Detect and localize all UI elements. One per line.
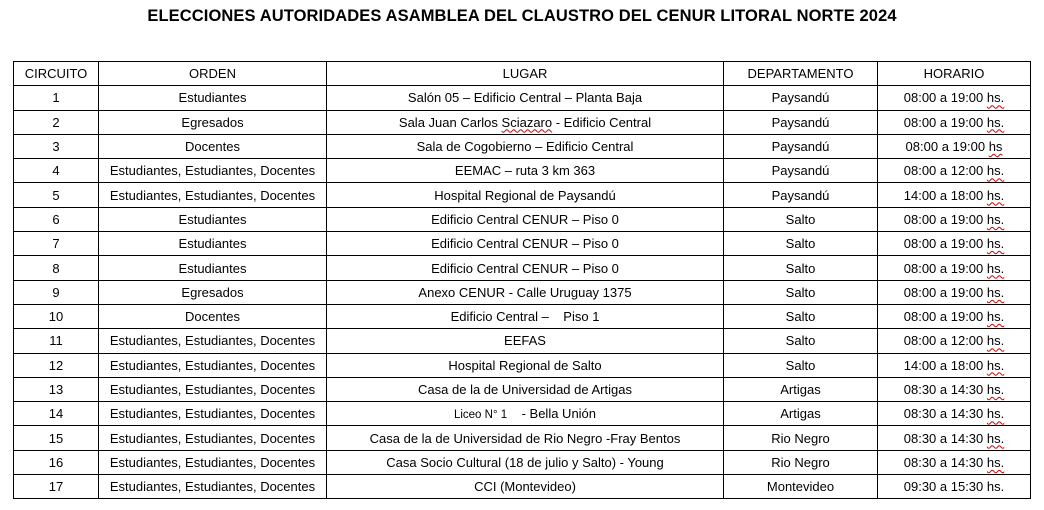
table-row <box>14 304 1031 328</box>
lugar-text-a: Edificio Central – <box>450 309 549 325</box>
lugar-cell <box>327 402 724 426</box>
table-row <box>14 110 1031 134</box>
lugar-cell: Hospital Regional de Salto <box>327 353 724 377</box>
orden-cell: Estudiantes, Estudiantes, Docentes <box>99 353 327 377</box>
horario-time: 08:00 a 19:00 <box>903 90 984 106</box>
circuito-cell: 11 <box>14 329 99 353</box>
circuito-cell: 2 <box>14 110 99 134</box>
lugar-cell: Edificio Central CENUR – Piso 0 <box>327 256 724 280</box>
departamento-cell: Paysandú <box>724 86 878 110</box>
table-row <box>14 134 1031 158</box>
horario-cell <box>878 232 1031 256</box>
horario-cell <box>878 280 1031 304</box>
table-row <box>14 256 1031 280</box>
departamento-cell: Artigas <box>724 402 878 426</box>
horario-unit: hs. <box>986 430 1005 446</box>
horario-time: 14:00 a 18:00 <box>903 357 984 373</box>
circuito-cell: 9 <box>14 280 99 304</box>
horario-cell <box>878 134 1031 158</box>
horario-unit: hs. <box>986 187 1005 203</box>
departamento-cell: Rio Negro <box>724 426 878 450</box>
circuito-cell: 10 <box>14 304 99 328</box>
lugar-cell: Anexo CENUR - Calle Uruguay 1375 <box>327 280 724 304</box>
horario-cell <box>878 450 1031 474</box>
header-circuito: CIRCUITO <box>14 62 99 86</box>
horario-cell <box>878 159 1031 183</box>
orden-cell: Estudiantes <box>99 256 327 280</box>
orden-cell: Estudiantes, Estudiantes, Docentes <box>99 329 327 353</box>
departamento-cell: Salto <box>724 280 878 304</box>
departamento-cell: Rio Negro <box>724 450 878 474</box>
horario-cell <box>878 304 1031 328</box>
departamento-cell: Paysandú <box>724 134 878 158</box>
departamento-cell: Montevideo <box>724 475 878 499</box>
horario-unit: hs. <box>986 406 1005 422</box>
table-row <box>14 280 1031 304</box>
horario-unit: hs. <box>986 382 1005 397</box>
horario-time: 09:30 a 15:30 <box>903 479 984 495</box>
orden-cell: Egresados <box>99 280 327 304</box>
horario-cell <box>878 183 1031 207</box>
orden-cell: Estudiantes, Estudiantes, Docentes <box>99 426 327 450</box>
horario-time: 08:00 a 19:00 <box>905 139 986 155</box>
horario-unit: hs. <box>986 236 1005 252</box>
circuito-cell: 15 <box>14 426 99 450</box>
lugar-cell: Edificio Central CENUR – Piso 0 <box>327 232 724 256</box>
departamento-cell: Paysandú <box>724 183 878 207</box>
table-row <box>14 402 1031 426</box>
departamento-cell: Salto <box>724 207 878 231</box>
circuito-cell: 8 <box>14 256 99 280</box>
circuito-cell: 5 <box>14 183 99 207</box>
table-row <box>14 86 1031 110</box>
horario-unit: hs. <box>986 284 1005 300</box>
orden-cell: Estudiantes, Estudiantes, Docentes <box>99 159 327 183</box>
circuito-cell: 6 <box>14 207 99 231</box>
departamento-cell: Salto <box>724 304 878 328</box>
horario-unit: hs. <box>986 163 1005 179</box>
table-row <box>14 232 1031 256</box>
header-departamento: DEPARTAMENTO <box>724 62 878 86</box>
document-title: ELECCIONES AUTORIDADES ASAMBLEA DEL CLAUSTRO DEL CENUR LITORAL NORTE 2024 <box>147 7 897 25</box>
horario-time: 08:30 a 14:30 <box>903 430 984 446</box>
lugar-text-pre: Sala Juan Carlos <box>398 114 502 130</box>
orden-cell: Estudiantes, Estudiantes, Docentes <box>99 183 327 207</box>
orden-cell: Egresados <box>99 110 327 134</box>
departamento-cell: Salto <box>724 256 878 280</box>
orden-cell: Estudiantes <box>99 86 327 110</box>
horario-cell <box>878 426 1031 450</box>
circuito-cell: 4 <box>14 159 99 183</box>
horario-time: 08:00 a 19:00 <box>903 260 984 276</box>
lugar-cell: EEFAS <box>327 329 724 353</box>
lugar-cell: Edificio Central CENUR – Piso 0 <box>327 207 724 231</box>
horario-cell <box>878 329 1031 353</box>
circuito-cell: 7 <box>14 232 99 256</box>
lugar-cell: CCI (Montevideo) <box>327 475 724 499</box>
horario-unit: hs. <box>986 309 1005 325</box>
horario-time: 08:00 a 19:00 <box>903 309 984 325</box>
horario-time: 08:00 a 19:00 <box>903 236 984 252</box>
lugar-text-marked: Sciazaro <box>501 114 553 130</box>
circuito-cell: 1 <box>14 86 99 110</box>
elections-table <box>13 61 1031 499</box>
departamento-cell: Salto <box>724 353 878 377</box>
lugar-cell: Salón 05 – Edificio Central – Planta Baja <box>327 86 724 110</box>
horario-unit: hs <box>988 139 1003 155</box>
header-lugar: LUGAR <box>327 62 724 86</box>
circuito-cell: 3 <box>14 134 99 158</box>
circuito-cell: 14 <box>14 402 99 426</box>
horario-time: 08:00 a 12:00 <box>903 333 984 349</box>
lugar-text-b: - Bella Unión <box>521 406 597 422</box>
horario-cell <box>878 207 1031 231</box>
horario-cell <box>878 377 1031 401</box>
orden-cell: Docentes <box>99 304 327 328</box>
horario-unit: hs. <box>986 114 1005 130</box>
horario-time: 08:00 a 12:00 <box>903 163 984 179</box>
horario-time: 08:00 a 19:00 <box>903 211 984 227</box>
horario-unit: hs. <box>986 333 1005 349</box>
lugar-text-post: - Edificio Central <box>552 114 652 130</box>
circuito-cell: 13 <box>14 377 99 401</box>
table-row <box>14 207 1031 231</box>
lugar-cell <box>327 110 724 134</box>
lugar-cell: Hospital Regional de Paysandú <box>327 183 724 207</box>
lugar-cell: Casa de la de Universidad de Rio Negro -Fray Bentos <box>327 426 724 450</box>
orden-cell: Estudiantes <box>99 232 327 256</box>
horario-cell <box>878 402 1031 426</box>
departamento-cell: Salto <box>724 232 878 256</box>
table-header-row <box>14 62 1031 86</box>
horario-unit: hs. <box>986 479 1005 495</box>
table-row <box>14 426 1031 450</box>
horario-time: 08:00 a 19:00 <box>903 114 984 130</box>
header-horario: HORARIO <box>878 62 1031 86</box>
lugar-cell <box>327 304 724 328</box>
departamento-cell: Paysandú <box>724 159 878 183</box>
horario-unit: hs. <box>986 211 1005 227</box>
orden-cell: Estudiantes <box>99 207 327 231</box>
orden-cell: Docentes <box>99 134 327 158</box>
lugar-cell: EEMAC – ruta 3 km 363 <box>327 159 724 183</box>
lugar-text-a: Liceo N° 1 <box>453 409 508 422</box>
horario-unit: hs. <box>986 260 1005 276</box>
table-row <box>14 159 1031 183</box>
table-row <box>14 353 1031 377</box>
circuito-cell: 17 <box>14 475 99 499</box>
lugar-cell: Casa Socio Cultural (18 de julio y Salto) - Young <box>327 450 724 474</box>
header-orden: ORDEN <box>99 62 327 86</box>
lugar-text-b: Piso 1 <box>563 309 600 325</box>
table-row <box>14 377 1031 401</box>
horario-time: 08:00 a 19:00 <box>903 284 984 300</box>
horario-cell <box>878 110 1031 134</box>
departamento-cell: Salto <box>724 329 878 353</box>
departamento-cell: Paysandú <box>724 110 878 134</box>
horario-cell <box>878 353 1031 377</box>
horario-cell <box>878 256 1031 280</box>
orden-cell: Estudiantes, Estudiantes, Docentes <box>99 402 327 426</box>
lugar-cell: Sala de Cogobierno – Edificio Central <box>327 134 724 158</box>
lugar-cell: Casa de la de Universidad de Artigas <box>327 377 724 401</box>
horario-cell <box>878 475 1031 499</box>
orden-cell: Estudiantes, Estudiantes, Docentes <box>99 377 327 401</box>
table-row <box>14 183 1031 207</box>
table-row <box>14 329 1031 353</box>
horario-unit: hs. <box>986 90 1005 106</box>
horario-time: 08:30 a 14:30 <box>903 382 984 397</box>
horario-unit: hs. <box>986 357 1005 373</box>
horario-time: 14:00 a 18:00 <box>903 187 984 203</box>
circuito-cell: 12 <box>14 353 99 377</box>
departamento-cell: Artigas <box>724 377 878 401</box>
horario-unit: hs. <box>986 454 1005 470</box>
horario-time: 08:30 a 14:30 <box>903 406 984 422</box>
orden-cell: Estudiantes, Estudiantes, Docentes <box>99 450 327 474</box>
table-row <box>14 475 1031 499</box>
circuito-cell: 16 <box>14 450 99 474</box>
orden-cell: Estudiantes, Estudiantes, Docentes <box>99 475 327 499</box>
horario-time: 08:30 a 14:30 <box>903 454 984 470</box>
horario-cell <box>878 86 1031 110</box>
table-row <box>14 450 1031 474</box>
